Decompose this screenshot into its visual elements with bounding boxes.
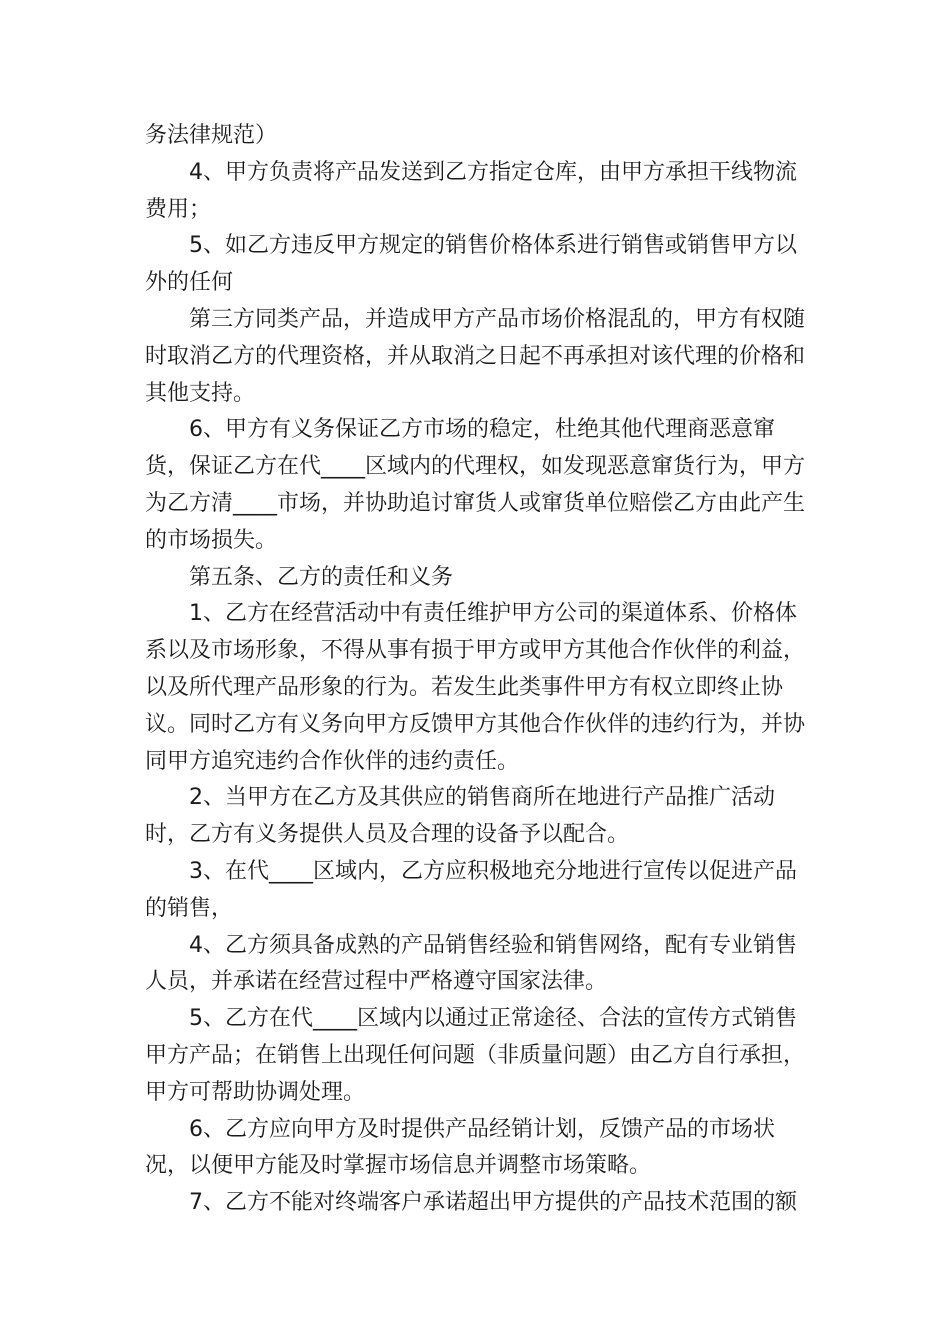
document-body	[145, 118, 810, 1222]
paragraph: 4、乙方须具备成熟的产品销售经验和销售网络，配有专业销售人员，并承诺在经营过程中严格遵守国家法律。	[145, 932, 797, 995]
paragraph: 1、乙方在经营活动中有责任维护甲方公司的渠道体系、价格体系以及市场形象，不得从事有损于甲方或甲方其他合作伙伴的利益，以及所代理产品形象的行为。若发生此类事件甲方有权立即终止协议。同时乙方有义务向甲方反馈甲方其他合作伙伴的违约行为，并协同甲方追究违约合作伙伴的违约责任。	[145, 601, 806, 774]
section-heading: 第五条、乙方的责任和义务	[189, 564, 454, 590]
paragraph: 2、当甲方在乙方及其供应的销售商所在地进行产品推广活动时，乙方有义务提供人员及合理的设备予以配合。	[145, 785, 775, 848]
paragraph: 第三方同类产品，并造成甲方产品市场价格混乱的，甲方有权随时取消乙方的代理资格，并从取消之日起不再承担对该代理的价格和其他支持。	[145, 306, 806, 406]
paragraph: 4、甲方负责将产品发送到乙方指定仓库，由甲方承担干线物流费用；	[145, 159, 797, 222]
paragraph: 5、如乙方违反甲方规定的销售价格体系进行销售或销售甲方以外的任何	[145, 233, 797, 296]
paragraph: 7、乙方不能对终端客户承诺超出甲方提供的产品技术范围的额	[189, 1190, 797, 1216]
paragraph: 6、甲方有义务保证乙方市场的稳定，杜绝其他代理商恶意窜货，保证乙方在代____区域内的代理权，如发现恶意窜货行为，甲方为乙方清____市场，并协助追讨窜货人或窜货单位赔偿乙方由此产生的市场损失。	[145, 417, 806, 553]
paragraph: 3、在代____区域内，乙方应积极地充分地进行宣传以促进产品的销售，	[145, 858, 797, 921]
paragraph: 务法律规范）	[145, 123, 278, 148]
paragraph: 6、乙方应向甲方及时提供产品经销计划，反馈产品的市场状况，以便甲方能及时掌握市场信息并调整市场策略。	[145, 1116, 775, 1179]
paragraph: 5、乙方在代____区域内以通过正常途径、合法的宣传方式销售甲方产品；在销售上出现任何问题（非质量问题）由乙方自行承担，甲方可帮助协调处理。	[145, 1006, 806, 1105]
